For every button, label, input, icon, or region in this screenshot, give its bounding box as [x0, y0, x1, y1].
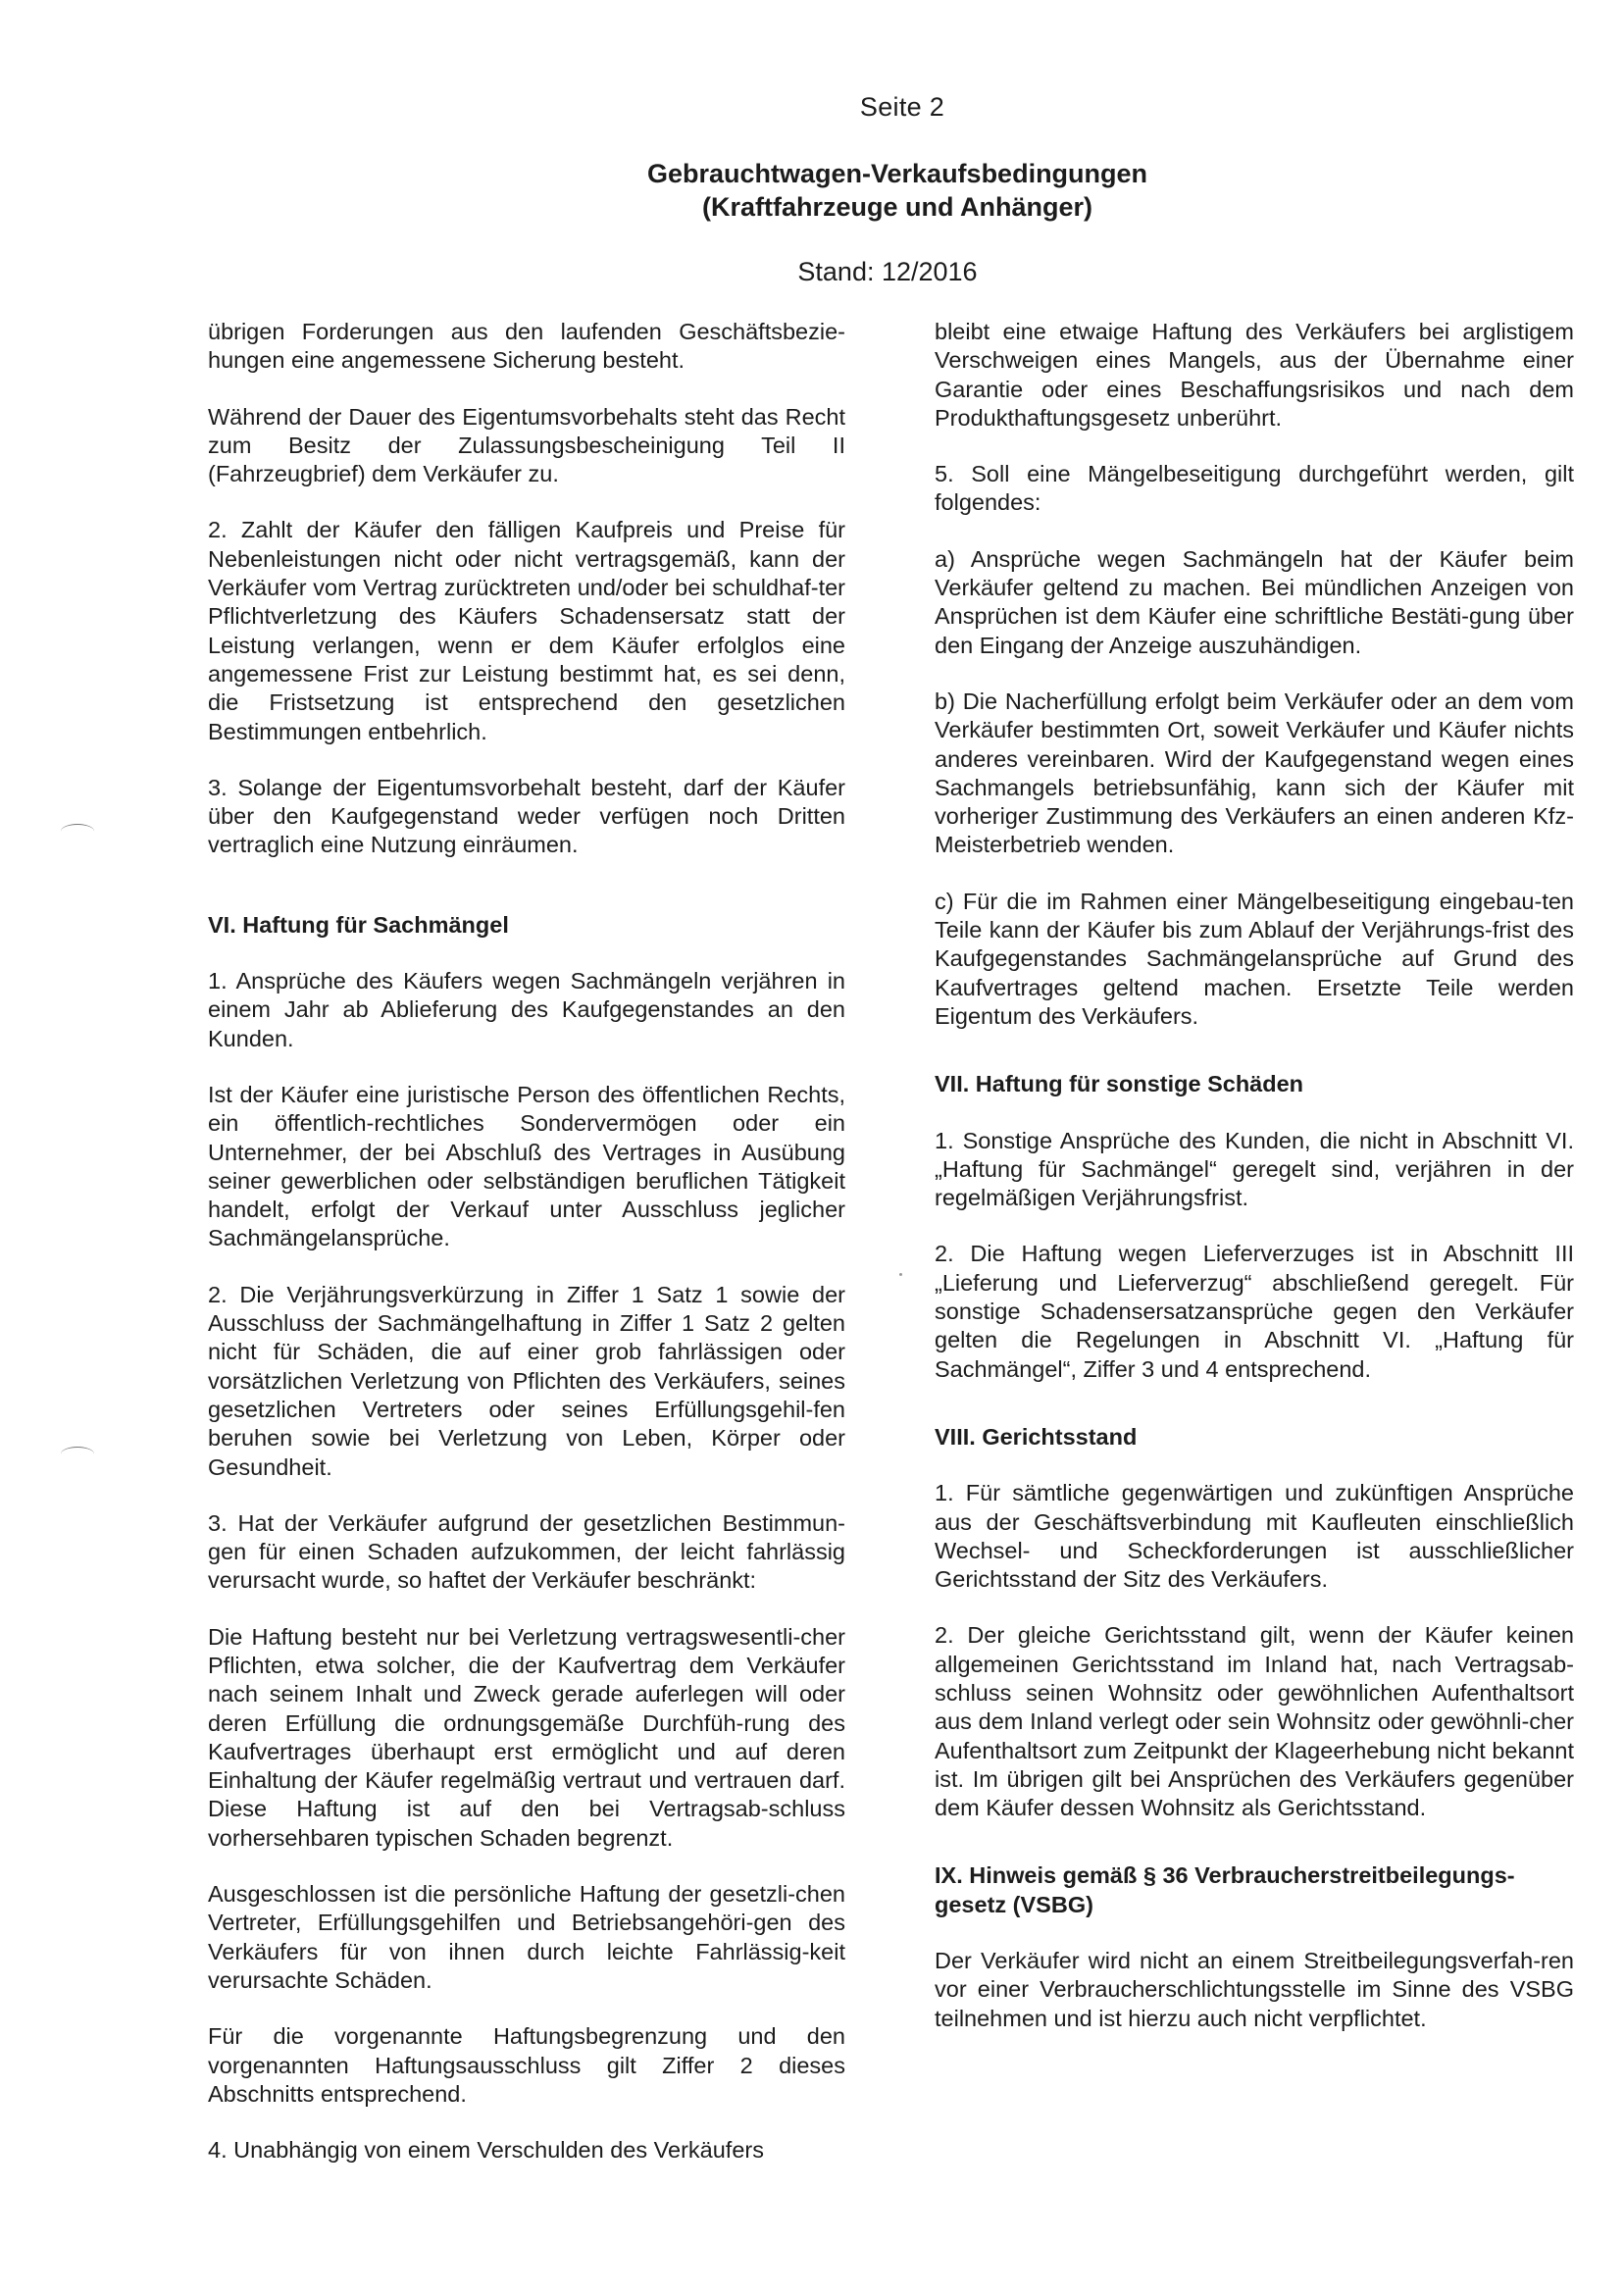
paragraph: Der Verkäufer wird nicht an einem Streitbeilegungsverfah-ren vor einer Verbraucherschlichtungsstelle im Sinne des VSBG teilnehmen und ist hierzu auch nicht verpflichtet.: [935, 1948, 1574, 2031]
paragraph: b) Die Nacherfüllung erfolgt beim Verkäufer oder an dem vom Verkäufer bestimmten Ort, soweit Verkäufer und Käufer nichts anderes vereinbaren. Wird der Kaufgegenstand wegen eines Sachmangels betriebsunfähig, kann sich der Käufer mit vorheriger Zustimmung des Verkäufers an einen anderen Kfz-Meisterbetrieb wenden.: [935, 688, 1574, 858]
paragraph: c) Für die im Rahmen einer Mängelbeseitigung eingebau-ten Teile kann der Käufer bis zum Ablauf der Verjährungs-frist des Kaufgegenstandes Sachmängelansprüche auf Grund des Kaufvertrages geltend machen. Ersetzte Teile werden Eigentum des Verkäufers.: [935, 888, 1574, 1029]
margin-mark: [61, 1447, 94, 1461]
paragraph: 3. Hat der Verkäufer aufgrund der gesetzlichen Bestimmun-gen für einen Schaden aufzukommen, der leicht fahrlässig verursacht wurde, so haftet der Verkäufer beschränkt:: [208, 1509, 845, 1594]
paragraph: bleibt eine etwaige Haftung des Verkäufers bei arglistigem Verschweigen eines Mangels, aus der Übernahme einer Garantie oder eines Beschaffungsrisikos und nach dem Produkthaftungsgesetz unberührt.: [935, 319, 1574, 431]
document-version: Stand: 12/2016: [797, 257, 978, 286]
section-heading-vii: VII. Haftung für sonstige Schäden: [935, 1071, 1304, 1097]
paragraph: 2. Die Verjährungsverkürzung in Ziffer 1 Satz 1 sowie der Ausschluss der Sachmängelhaftung in Ziffer 1 Satz 2 gelten nicht für Schäden, die auf einer grob fahrlässigen oder vorsätzlichen Verletzung von Pflichten des Verkäufers, seines gesetzlichen Vertreters oder seines Erfüllungsgehil-fen beruhen sowie bei Verletzung von Leben, Körper oder Gesundheit.: [208, 1281, 845, 1480]
left-column: [208, 318, 845, 2192]
paragraph: 1. Für sämtliche gegenwärtigen und zukünftigen Ansprüche aus der Geschäftsverbindung mit Kaufleuten einschließlich Wechsel- und Scheckforderungen ist ausschließlicher Gerichtsstand der Sitz des Verkäufers.: [935, 1480, 1574, 1593]
margin-dot: [899, 1273, 902, 1276]
paragraph: Während der Dauer des Eigentumsvorbehalts steht das Recht zum Besitz der Zulassungsbescheinigung Teil II (Fahrzeugbrief) dem Verkäufer zu.: [208, 403, 845, 487]
page-number: Seite 2: [859, 92, 945, 122]
paragraph: 1. Ansprüche des Käufers wegen Sachmängeln verjähren in einem Jahr ab Ablieferung des Kaufgegenstandes an den Kunden.: [208, 968, 845, 1051]
paragraph: übrigen Forderungen aus den laufenden Geschäftsbezie-hungen eine angemessene Sicherung besteht.: [208, 319, 845, 374]
paragraph: 1. Sonstige Ansprüche des Kunden, die nicht in Abschnitt VI. „Haftung für Sachmängel“ geregelt sind, verjähren in der regelmäßigen Verjährungsfrist.: [935, 1127, 1574, 1211]
paragraph: 2. Der gleiche Gerichtsstand gilt, wenn der Käufer keinen allgemeinen Gerichtsstand im Inland hat, nach Vertragsab-schluss seinen Wohnsitz oder gewöhnlichen Aufenthaltsort aus dem Inland verlegt oder sein Wohnsitz oder gewöhnli-cher Aufenthaltsort zum Zeitpunkt der Klageerhebung nicht bekannt ist. Im übrigen gilt bei Ansprüchen des Verkäufers gegenüber dem Käufer dessen Wohnsitz als Gerichtsstand.: [935, 1622, 1574, 1821]
paragraph: Für die vorgenannte Haftungsbegrenzung und den vorgenannten Haftungsausschluss gilt Ziffer 2 dieses Abschnitts entsprechend.: [208, 2023, 845, 2107]
right-column: [935, 318, 1574, 2061]
paragraph: 2. Zahlt der Käufer den fälligen Kaufpreis und Preise für Nebenleistungen nicht oder nicht vertragsgemäß, kann der Verkäufer vom Vertrag zurücktreten und/oder bei schuldhaf-ter Pflichtverletzung des Käufers Schadensersatz statt der Leistung verlangen, wenn er dem Käufer erfolglos eine angemessene Frist zur Leistung bestimmt hat, es sei denn, die Fristsetzung ist entsprechend den gesetzlichen Bestimmungen entbehrlich.: [208, 517, 845, 744]
paragraph: Die Haftung besteht nur bei Verletzung vertragswesentli-cher Pflichten, etwa solcher, die der Kaufvertrag dem Verkäufer nach seinem Inhalt und Zweck gerade auferlegen will oder deren Erfüllung die ordnungsgemäße Durchfüh-rung des Kaufvertrages überhaupt erst ermöglicht und auf deren Einhaltung der Käufer regelmäßig vertraut und vertrauen darf. Diese Haftung ist auf den bei Vertragsab-schluss vorhersehbaren typischen Schaden begrenzt.: [208, 1623, 845, 1851]
paragraph: Ist der Käufer eine juristische Person des öffentlichen Rechts, ein öffentlich-rechtliches Sondervermögen oder ein Unternehmer, der bei Abschluß des Vertrages in Ausübung seiner gewerblichen oder selbständigen beruflichen Tätigkeit handelt, erfolgt der Verkauf unter Ausschluss jeglicher Sachmängelansprüche.: [208, 1081, 845, 1251]
paragraph: 2. Die Haftung wegen Lieferverzuges ist in Abschnitt III „Lieferung und Lieferverzug“ abschließend geregelt. Für sonstige Schadensersatzansprüche gegen den Verkäufer gelten die Regelungen in Abschnitt VI. „Haftung für Sachmängel“, Ziffer 3 und 4 entsprechend.: [935, 1241, 1574, 1382]
paragraph: a) Ansprüche wegen Sachmängeln hat der Käufer beim Verkäufer geltend zu machen. Bei mündlichen Anzeigen von Ansprüchen ist dem Käufer eine schriftliche Bestäti-gung über den Eingang der Anzeige auszuhändigen.: [935, 545, 1574, 658]
paragraph: Ausgeschlossen ist die persönliche Haftung der gesetzli-chen Vertreter, Erfüllungsgehilfen und Betriebsangehöri-gen des Verkäufers für von ihnen durch leichte Fahrlässig-keit verursachte Schäden.: [208, 1881, 845, 1993]
paragraph: 4. Unabhängig von einem Verschulden des Verkäufers: [208, 2137, 764, 2164]
document-title: [407, 157, 1388, 224]
section-heading-ix: IX. Hinweis gemäß § 36 Verbraucherstreitbeilegungs-gesetz (VSBG): [935, 1862, 1515, 1917]
document-title-line-1: Gebrauchtwagen-Verkaufsbedingungen: [646, 159, 1148, 188]
section-heading-viii: VIII. Gerichtsstand: [935, 1423, 1138, 1450]
document-title-line-2: (Kraftfahrzeuge und Anhänger): [702, 192, 1092, 222]
paragraph: 5. Soll eine Mängelbeseitigung durchgeführt werden, gilt folgendes:: [935, 461, 1574, 516]
margin-mark: [61, 824, 94, 839]
section-heading-vi: VI. Haftung für Sachmängel: [208, 911, 509, 938]
paragraph: 3. Solange der Eigentumsvorbehalt besteht, darf der Käufer über den Kaufgegenstand weder verfügen noch Dritten vertraglich eine Nutzung einräumen.: [208, 774, 845, 858]
